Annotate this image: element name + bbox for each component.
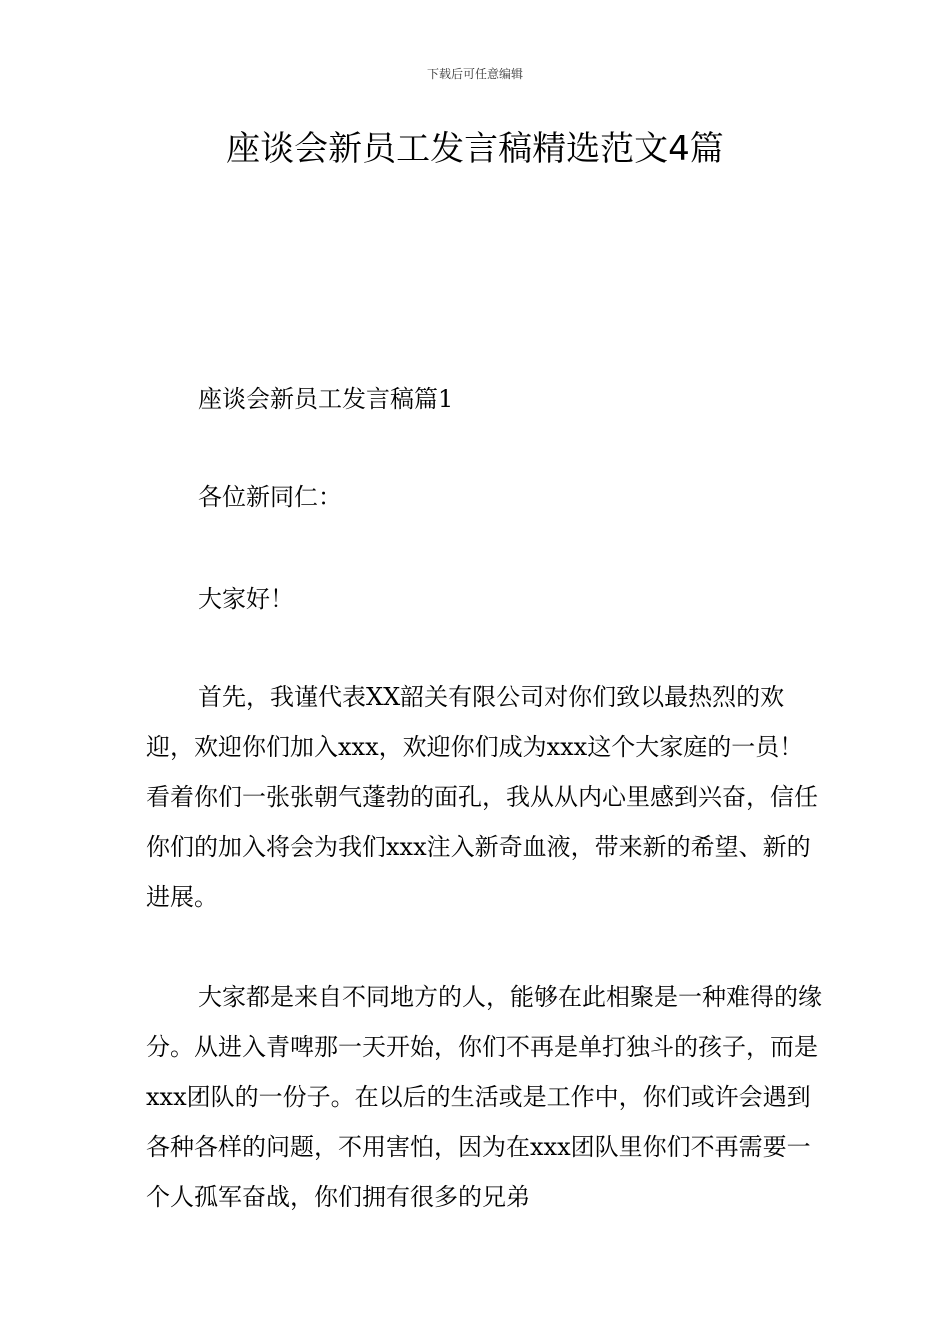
greeting: 大家好！ <box>198 585 294 613</box>
body-paragraph: 首先，我谨代表XX韶关有限公司对你们致以最热烈的欢迎，欢迎你们加入xxx，欢迎你们成为xxx这个大家庭的一员！看着你们一张张朝气蓬勃的面孔，我从从内心里感到兴奋，信任你们的加入将会为我们xxx注入新奇血液，带来新的希望、新的进展。 <box>146 683 818 911</box>
page-header-note: 下载后可任意编辑 <box>426 67 523 81</box>
body-paragraph: 大家都是来自不同地方的人，能够在此相聚是一种难得的缘分。从进入青啤那一天开始，你们不再是单打独斗的孩子，而是xxx团队的一份子。在以后的生活或是工作中，你们或许会遇到各种各样的问题，不用害怕，因为在xxx团队里你们不再需要一个人孤军奋战，你们拥有很多的兄弟 <box>146 983 822 1211</box>
salutation: 各位新同仁： <box>198 483 342 511</box>
document-title: 座谈会新员工发言稿精选范文4篇 <box>226 129 724 169</box>
section-heading: 座谈会新员工发言稿篇1 <box>198 385 454 413</box>
